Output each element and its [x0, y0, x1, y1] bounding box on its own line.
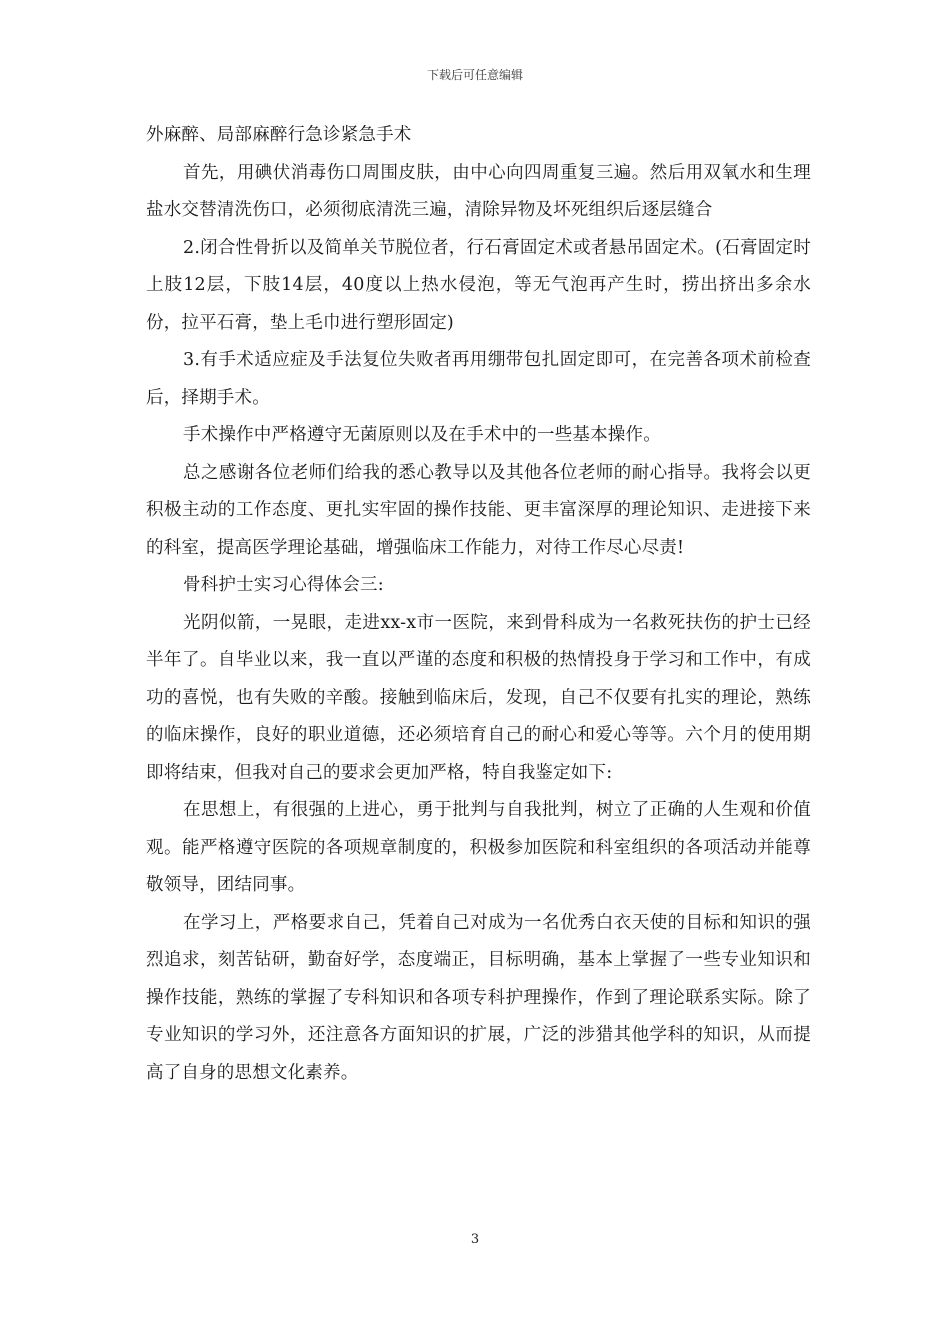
paragraph-study: 在学习上，严格要求自己，凭着自己对成为一名优秀白衣天使的目标和知识的强烈追求，刻苦钻研，勤奋好学，态度端正，目标明确，基本上掌握了一些专业知识和操作技能，熟练的掌握了专科知识和各项专科护理操作，作到了理论联系实际。除了专业知识的学习外，还注意各方面知识的扩展，广泛的涉猎其他学科的知识，从而提高了自身的思想文化素养。 — [146, 912, 811, 1083]
paragraph-fracture-fixation: 2.闭合性骨折以及简单关节脱位者，行石膏固定术或者悬吊固定术。(石膏固定时上肢12层，下肢14层，40度以上热水侵泡，等无气泡再产生时，捞出挤出多余水份，拉平石膏，垫上毛巾进行塑形固定) — [146, 237, 811, 333]
paragraph-thanks: 总之感谢各位老师们给我的悉心教导以及其他各位老师的耐心指导。我将会以更积极主动的工作态度、更扎实牢固的操作技能、更丰富深厚的理论知识、走进接下来的科室，提高医学理论基础，增强临床工作能力，对待工作尽心尽责! — [146, 462, 811, 558]
page-number: 3 — [470, 1232, 480, 1247]
section-heading: 骨科护士实习心得体会三: — [183, 575, 384, 595]
paragraph-wound-cleaning: 首先，用碘伏消毒伤口周围皮肤，由中心向四周重复三遍。然后用双氧水和生理盐水交替清洗伤口，必须彻底清洗三遍，清除异物及坏死组织后逐层缝合 — [146, 162, 811, 220]
paragraph-ideology: 在思想上，有很强的上进心，勇于批判与自我批判，树立了正确的人生观和价值观。能严格遵守医院的各项规章制度的，积极参加医院和科室组织的各项活动并能尊敬领导，团结同事。 — [146, 800, 811, 895]
paragraph-aseptic-principle: 手术操作中严格遵守无菌原则以及在手术中的一些基本操作。 — [183, 425, 661, 445]
paragraph-introduction: 光阴似箭，一晃眼，走进xx-x市一医院，来到骨科成为一名救死扶伤的护士已经半年了。自毕业以来，我一直以严谨的态度和积极的热情投身于学习和工作中，有成功的喜悦，也有失败的辛酸。接触到临床后，发现，自己不仅要有扎实的理论，熟练的临床操作，良好的职业道德，还必须培育自己的耐心和爱心等等。六个月的使用期即将结束，但我对自己的要求会更加严格，特自我鉴定如下: — [146, 612, 811, 783]
paragraph-surgery-indication: 3.有手术适应症及手法复位失败者再用绷带包扎固定即可，在完善各项术前检查后，择期手术。 — [146, 350, 811, 408]
page-header: 下载后可任意编辑 — [426, 68, 523, 82]
document-body — [146, 117, 811, 1092]
paragraph-anesthesia: 外麻醉、局部麻醉行急诊紧急手术 — [146, 125, 412, 145]
